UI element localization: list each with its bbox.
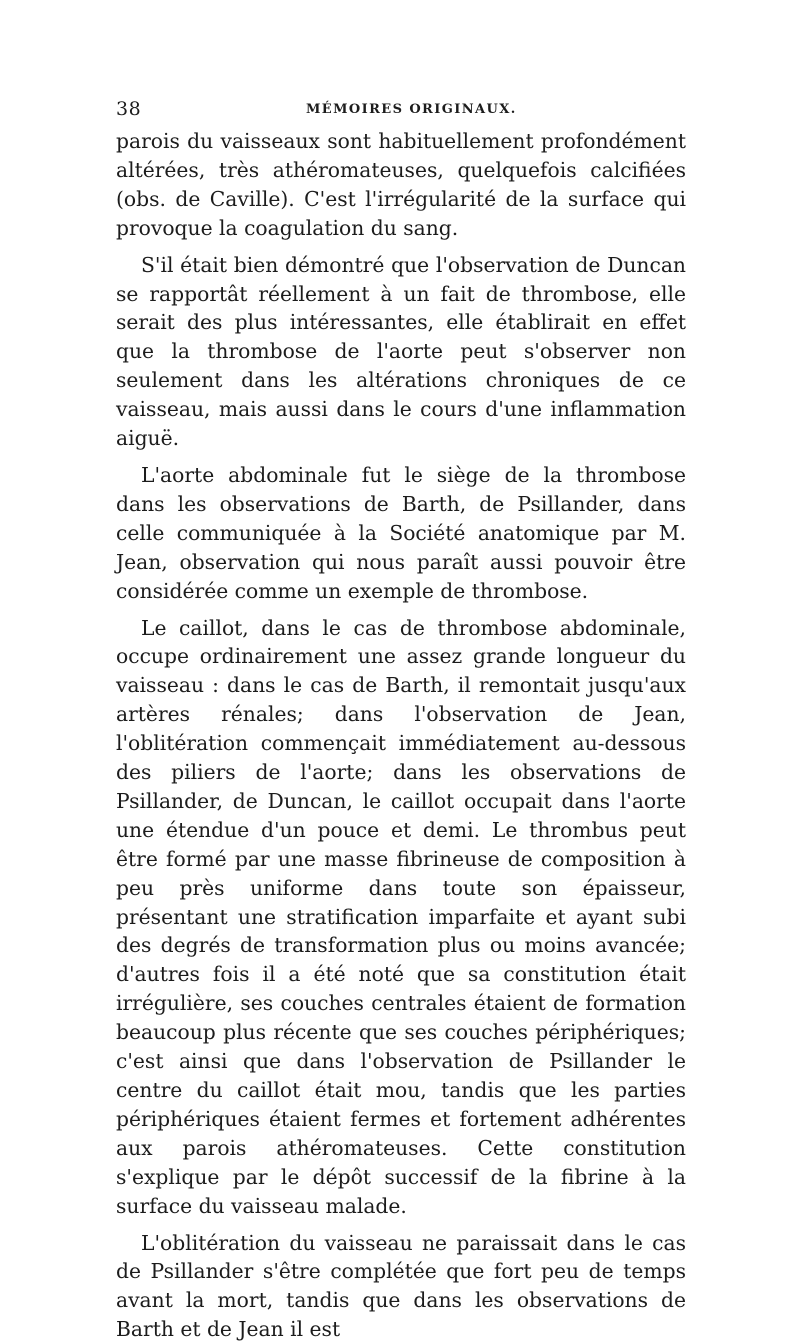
paragraph: L'oblitération du vaisseau ne paraissait dans le cas de Psillander s'être complétée que fort peu de temps avant la mort, tandis que dans les observations de Barth et de Jean il est — [116, 1230, 686, 1342]
running-title: MÉMOIRES ORIGINAUX. — [306, 102, 517, 117]
paragraph: L'aorte abdominale fut le siège de la thrombose dans les observations de Barth, de Psillander, dans celle communiquée à la Société anatomique par M. Jean, observation qui nous paraît aussi pouvoir être considérée comme un exemple de thrombose. — [116, 462, 686, 603]
page-number: 38 — [116, 98, 142, 120]
paragraph: S'il était bien démontré que l'observation de Duncan se rapportât réellement à un fait de thrombose, elle serait des plus intéressantes, elle établirait en effet que la thrombose de l'aorte peut s'observer non seulement dans les altérations chroniques de ce vaisseau, mais aussi dans le cours d'une inflammation aiguë. — [116, 252, 686, 451]
paragraph-continued: parois du vaisseaux sont habituellement profondément altérées, très athéromateuses, quelquefois calcifiées (obs. de Caville). C'est l'irrégularité de la surface qui provoque la coagulation du sang. — [116, 129, 686, 240]
paragraph: Le caillot, dans le cas de thrombose abdominale, occupe ordinairement une assez grande longueur du vaisseau : dans le cas de Barth, il remontait jusqu'aux artères rénales; dans l'observation de Jean, l'oblitération commençait immédiatement au-dessous des piliers de l'aorte; dans les observations de Psillander, de Duncan, le caillot occupait dans l'aorte une étendue d'un pouce et demi. Le thrombus peut être formé par une masse fibrineuse de composition à peu près uniforme dans toute son épaisseur, présentant une stratification imparfaite et ayant subi des degrés de transformation plus ou moins avancée; d'autres fois il a été noté que sa constitution était irrégulière, ses couches centrales étaient de formation beaucoup plus récente que ses couches périphériques; c'est ainsi que dans l'observation de Psillander le centre du caillot était mou, tandis que les parties périphériques étaient fermes et fortement adhérentes aux parois athéromateuses. Cette constitution s'explique par le dépôt successif de la fibrine à la surface du vaisseau malade. — [116, 615, 686, 1218]
body-text — [116, 127, 686, 1344]
page-header — [116, 98, 686, 128]
